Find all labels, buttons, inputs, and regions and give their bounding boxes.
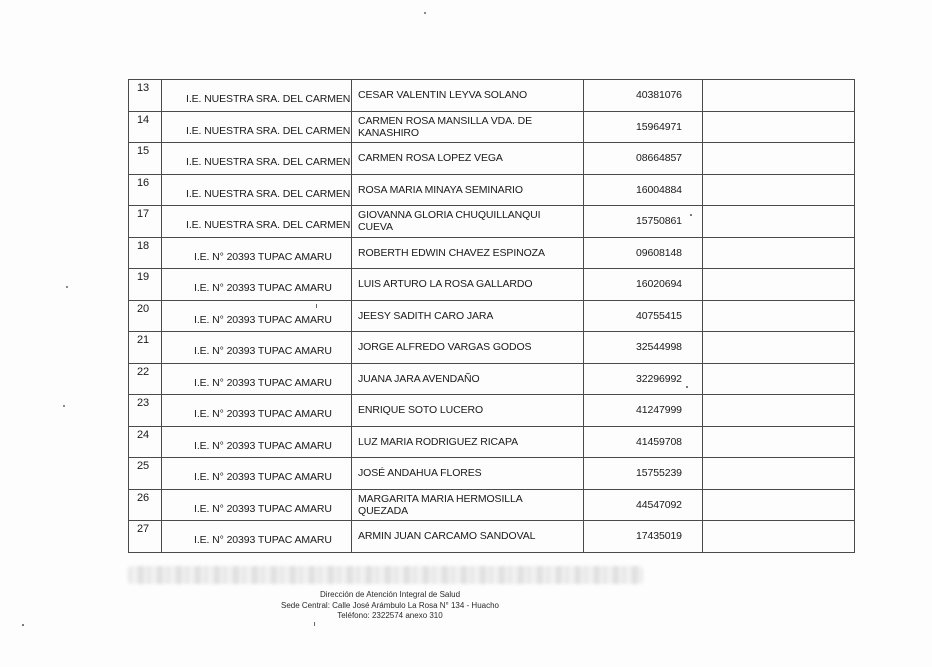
school-cell xyxy=(162,300,352,332)
blank-cell xyxy=(703,521,855,553)
school-cell xyxy=(162,269,352,301)
person-name xyxy=(352,238,583,268)
blank-cell xyxy=(703,269,855,301)
dni-cell xyxy=(584,332,703,364)
school-name: I.E. N° 20393 TUPAC AMARU xyxy=(194,282,332,294)
person-name-cell xyxy=(352,206,584,238)
person-name-line1: JEESY SADITH CARO JARA xyxy=(358,309,494,322)
row-number: 26 xyxy=(137,491,150,504)
person-name-line1: CARMEN ROSA LOPEZ VEGA xyxy=(358,152,503,164)
dni-cell xyxy=(584,458,703,490)
person-name-line1: LUIS ARTURO LA ROSA GALLARDO xyxy=(358,278,533,290)
school-name: I.E. N° 20393 TUPAC AMARU xyxy=(194,534,332,546)
dni-cell xyxy=(584,300,703,332)
blank-cell xyxy=(703,80,855,112)
dni-number: 44547092 xyxy=(636,498,682,511)
table-row xyxy=(129,143,855,175)
school-cell xyxy=(162,458,352,490)
table-row xyxy=(129,237,855,269)
person-name-line1: ARMIN JUAN CARCAMO SANDOVAL xyxy=(358,530,536,542)
blank-cell xyxy=(703,300,855,332)
person-name-line1: JOSÉ ANDAHUA FLORES xyxy=(358,467,482,479)
school-cell xyxy=(162,395,352,427)
person-name-line1: CESAR VALENTIN LEYVA SOLANO xyxy=(358,89,528,101)
row-number: 15 xyxy=(137,145,150,157)
person-name xyxy=(352,112,583,142)
school-cell xyxy=(162,363,352,395)
dni-cell xyxy=(584,80,703,112)
table-row xyxy=(129,269,855,301)
school-name: I.E. N° 20393 TUPAC AMARU xyxy=(194,376,332,389)
person-name-cell xyxy=(352,111,584,143)
row-number: 21 xyxy=(137,334,150,346)
row-number-cell xyxy=(129,489,162,521)
scan-speck xyxy=(316,304,317,308)
person-name-line1: ROSA MARIA MINAYA SEMINARIO xyxy=(358,183,523,196)
person-name-cell xyxy=(352,269,584,301)
row-number: 16 xyxy=(137,176,150,189)
blank-cell xyxy=(703,206,855,238)
person-name xyxy=(352,427,583,457)
blank-cell xyxy=(703,395,855,427)
dni-number: 15755239 xyxy=(636,467,682,479)
school-cell xyxy=(162,80,352,112)
person-name-line1: GIOVANNA GLORIA CHUQUILLANQUI xyxy=(358,209,541,221)
table-row xyxy=(129,489,855,521)
person-name-cell xyxy=(352,395,584,427)
school-cell xyxy=(162,489,352,521)
school-cell xyxy=(162,143,352,175)
dni-number: 17435019 xyxy=(636,530,682,542)
school-name: I.E. N° 20393 TUPAC AMARU xyxy=(194,502,332,515)
row-number-cell xyxy=(129,363,162,395)
person-name-line1: JORGE ALFREDO VARGAS GODOS xyxy=(358,341,532,353)
footer-phone: Teléfono: 2322574 anexo 310 xyxy=(337,611,443,620)
table-row xyxy=(129,395,855,427)
dni-cell xyxy=(584,111,703,143)
person-name xyxy=(352,364,583,394)
dni-cell xyxy=(584,426,703,458)
row-number: 23 xyxy=(137,397,150,409)
row-number: 19 xyxy=(137,271,150,283)
page-footer xyxy=(230,590,550,622)
person-name-cell xyxy=(352,174,584,206)
person-name xyxy=(352,395,583,425)
scan-speck xyxy=(314,622,315,626)
table-row xyxy=(129,332,855,364)
dni-cell xyxy=(584,269,703,301)
person-name xyxy=(352,269,583,299)
table-row xyxy=(129,363,855,395)
row-number-cell xyxy=(129,395,162,427)
row-number: 25 xyxy=(137,460,150,472)
school-name: I.E. NUESTRA SRA. DEL CARMEN xyxy=(186,93,351,105)
dni-cell xyxy=(584,489,703,521)
row-number: 22 xyxy=(137,365,150,378)
scan-speck xyxy=(22,624,24,626)
row-number-cell xyxy=(129,521,162,553)
person-name-cell xyxy=(352,237,584,269)
dni-cell xyxy=(584,237,703,269)
footer-address: Sede Central: Calle José Arámbulo La Rosa N° 134 - Huacho xyxy=(281,600,499,610)
participants-table xyxy=(128,79,855,553)
scan-speck xyxy=(690,214,692,216)
row-number-cell xyxy=(129,80,162,112)
row-number: 17 xyxy=(137,208,150,220)
table-row xyxy=(129,174,855,206)
dni-number: 41247999 xyxy=(636,404,682,416)
blank-cell xyxy=(703,174,855,206)
person-name-cell xyxy=(352,521,584,553)
school-name: I.E. N° 20393 TUPAC AMARU xyxy=(194,471,332,483)
row-number: 20 xyxy=(137,302,150,315)
school-cell xyxy=(162,206,352,238)
school-name: I.E. NUESTRA SRA. DEL CARMEN xyxy=(186,187,351,200)
table-row xyxy=(129,80,855,112)
school-name: I.E. N° 20393 TUPAC AMARU xyxy=(194,313,332,326)
dni-number: 08664857 xyxy=(636,152,682,164)
person-name-cell xyxy=(352,458,584,490)
footer-department: Dirección de Atención Integral de Salud xyxy=(319,590,461,599)
person-name-line1: ROBERTH EDWIN CHAVEZ ESPINOZA xyxy=(358,246,545,259)
scan-speck xyxy=(686,386,688,388)
row-number-cell xyxy=(129,269,162,301)
dni-number: 40381076 xyxy=(636,89,682,101)
row-number: 14 xyxy=(137,113,150,126)
dni-cell xyxy=(584,363,703,395)
row-number-cell xyxy=(129,206,162,238)
person-name xyxy=(352,521,583,551)
blank-cell xyxy=(703,426,855,458)
scan-speck xyxy=(424,12,426,14)
blank-cell xyxy=(703,489,855,521)
school-name: I.E. N° 20393 TUPAC AMARU xyxy=(194,439,332,452)
person-name-cell xyxy=(352,80,584,112)
blank-cell xyxy=(703,363,855,395)
person-name-line1: JUANA JARA AVENDAÑO xyxy=(358,372,480,385)
person-name-cell xyxy=(352,143,584,175)
row-number-cell xyxy=(129,237,162,269)
table-row xyxy=(129,458,855,490)
dni-number: 09608148 xyxy=(636,246,682,259)
person-name xyxy=(352,80,583,110)
school-name: I.E. N° 20393 TUPAC AMARU xyxy=(194,345,332,357)
school-name: I.E. NUESTRA SRA. DEL CARMEN xyxy=(186,124,351,137)
person-name-cell xyxy=(352,300,584,332)
person-name-line1: LUZ MARIA RODRIGUEZ RICAPA xyxy=(358,435,518,448)
person-name xyxy=(352,490,583,520)
row-number-cell xyxy=(129,458,162,490)
dni-number: 32544998 xyxy=(636,341,682,353)
person-name-cell xyxy=(352,489,584,521)
blank-cell xyxy=(703,332,855,364)
school-cell xyxy=(162,111,352,143)
person-name-line1: CARMEN ROSA MANSILLA VDA. DE xyxy=(358,114,532,127)
blank-cell xyxy=(703,237,855,269)
row-number: 27 xyxy=(137,523,150,535)
row-number: 18 xyxy=(137,239,150,252)
blank-cell xyxy=(703,458,855,490)
dni-number: 16020694 xyxy=(636,278,682,290)
person-name xyxy=(352,143,583,173)
table-row xyxy=(129,300,855,332)
row-number-cell xyxy=(129,300,162,332)
school-cell xyxy=(162,237,352,269)
school-name: I.E. N° 20393 TUPAC AMARU xyxy=(194,250,332,263)
person-name-cell xyxy=(352,363,584,395)
row-number-cell xyxy=(129,426,162,458)
person-name-cell xyxy=(352,426,584,458)
school-name: I.E. N° 20393 TUPAC AMARU xyxy=(194,408,332,420)
person-name xyxy=(352,206,583,236)
row-number-cell xyxy=(129,143,162,175)
dni-cell xyxy=(584,174,703,206)
row-number: 13 xyxy=(137,82,150,94)
participants-table-body xyxy=(129,80,855,553)
row-number-cell xyxy=(129,174,162,206)
row-number-cell xyxy=(129,111,162,143)
dni-number: 15750861 xyxy=(636,215,682,227)
person-name xyxy=(352,175,583,205)
person-name xyxy=(352,332,583,362)
scan-speck xyxy=(63,405,65,407)
blank-cell xyxy=(703,111,855,143)
dni-number: 41459708 xyxy=(636,435,682,448)
row-number: 24 xyxy=(137,428,150,441)
blank-cell xyxy=(703,143,855,175)
school-name: I.E. NUESTRA SRA. DEL CARMEN xyxy=(186,219,351,231)
dni-cell xyxy=(584,206,703,238)
person-name-line1: MARGARITA MARIA HERMOSILLA xyxy=(358,492,523,505)
table-row xyxy=(129,111,855,143)
school-cell xyxy=(162,426,352,458)
dni-cell xyxy=(584,521,703,553)
school-cell xyxy=(162,521,352,553)
dni-number: 16004884 xyxy=(636,183,682,196)
person-name xyxy=(352,301,583,331)
dni-cell xyxy=(584,143,703,175)
row-number-cell xyxy=(129,332,162,364)
table-row xyxy=(129,521,855,553)
school-cell xyxy=(162,174,352,206)
dni-number: 32296992 xyxy=(636,372,682,385)
table-row xyxy=(129,426,855,458)
dni-number: 15964971 xyxy=(636,120,682,133)
person-name-line2: QUEZADA xyxy=(358,504,409,517)
school-cell xyxy=(162,332,352,364)
person-name-cell xyxy=(352,332,584,364)
school-name: I.E. NUESTRA SRA. DEL CARMEN xyxy=(186,156,351,168)
person-name-line1: ENRIQUE SOTO LUCERO xyxy=(358,404,484,416)
dni-cell xyxy=(584,395,703,427)
illegible-stamp-band xyxy=(128,566,643,584)
scan-speck xyxy=(66,286,68,288)
person-name-line2: KANASHIRO xyxy=(358,126,419,139)
person-name-line2: CUEVA xyxy=(358,221,393,233)
dni-number: 40755415 xyxy=(636,309,682,322)
table-row xyxy=(129,206,855,238)
person-name xyxy=(352,458,583,488)
